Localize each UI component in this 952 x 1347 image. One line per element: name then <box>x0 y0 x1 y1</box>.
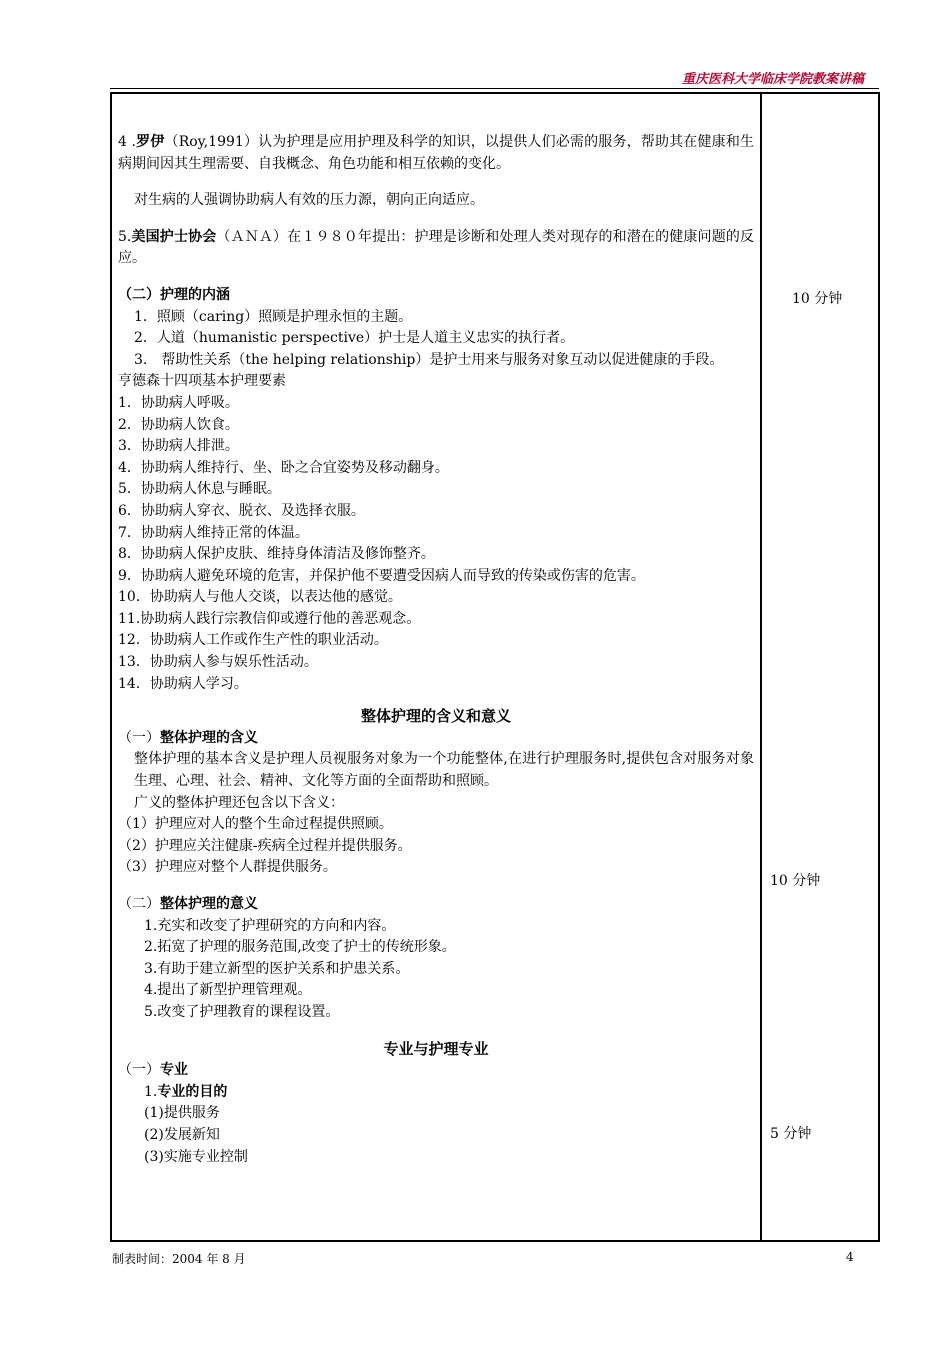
henderson-item: 8．协助病人保护皮肤、维持身体清洁及修饰整齐。 <box>118 546 435 563</box>
time-label: 10 分钟 <box>792 291 843 307</box>
purpose-item: (2)发展新知 <box>144 1126 220 1143</box>
roy-name: 罗伊 <box>135 134 165 150</box>
roy-definition: 4 .罗伊（Roy,1991）认为护理是应用护理及科学的知识，以提供人们必需的服务，帮助其在健康和生病期间因其生理需要、自我概念、角色功能和相互依赖的变化。 <box>118 134 754 172</box>
henderson-item: 13．协助病人参与娱乐性活动。 <box>118 654 318 671</box>
purpose-heading: 1.专业的目的 <box>144 1083 228 1100</box>
henderson-item: 1．协助病人呼吸。 <box>118 394 239 411</box>
holistic-significance-item: 2.拓宽了护理的服务范围,改变了护士的传统形象。 <box>144 939 456 956</box>
henderson-item: 9．协助病人避免环境的危害，并保护他不要遭受因病人而导致的传染或伤害的危害。 <box>118 567 645 584</box>
henderson-title: 亨德森十四项基本护理要素 <box>118 373 286 390</box>
holistic-broad: 广义的整体护理还包含以下含义： <box>134 794 344 811</box>
henderson-item: 3．协助病人排泄。 <box>118 438 239 455</box>
holistic-meaning-heading: （一）整体护理的含义 <box>118 729 258 746</box>
connotation-item: 2．人道（humanistic perspective）护士是人道主义忠实的执行者。 <box>134 330 575 347</box>
ana-definition: 5.美国护士协会（ＡＮＡ）在１９８０年提出：护理是诊断和处理人类对现存的和潜在的健康问题的反应。 <box>118 228 755 267</box>
page-number: 4 <box>846 1250 854 1264</box>
connotation-heading: （二）护理的内涵 <box>118 286 230 303</box>
ana-name: 美国护士协会 <box>131 228 217 245</box>
footer-date: 制表时间：2004 年 8 月 <box>112 1252 246 1266</box>
holistic-meaning-body: 整体护理的基本含义是护理人员视服务对象为一个功能整体,在进行护理服务时,提供包含对服务对象生理、心理、社会、精神、文化等方面的全面帮助和照顾。 <box>134 751 754 790</box>
connotation-item: 3. 帮助性关系（the helping relationship）是护士用来与服务对象互动以促进健康的手段。 <box>134 351 724 368</box>
roy-note: 对生病的人强调协助病人有效的压力源，朝向正向适应。 <box>134 192 484 209</box>
time-label: 5 分钟 <box>770 1126 812 1142</box>
henderson-item: 12．协助病人工作或作生产性的职业活动。 <box>118 632 388 649</box>
henderson-item: 6．协助病人穿衣、脱衣、及选择衣服。 <box>118 502 365 519</box>
purpose-item: (3)实施专业控制 <box>144 1148 248 1165</box>
profession-heading: 专业与护理专业 <box>383 1039 489 1058</box>
holistic-broad-item: （2）护理应关注健康-疾病全过程并提供服务。 <box>118 837 412 854</box>
header-rule <box>110 88 879 89</box>
holistic-broad-item: （3）护理应对整个人群提供服务。 <box>118 859 337 876</box>
purpose-item: (1)提供服务 <box>144 1105 220 1122</box>
henderson-item: 5．协助病人休息与睡眠。 <box>118 481 281 498</box>
connotation-item: 1．照顾（caring）照顾是护理永恒的主题。 <box>134 308 413 325</box>
profession-subheading: （一）专业 <box>118 1062 188 1079</box>
henderson-item: 2．协助病人饮食。 <box>118 416 239 433</box>
holistic-significance-heading: （二）整体护理的意义 <box>118 896 258 912</box>
holistic-significance-item: 4.提出了新型护理管理观。 <box>144 982 312 999</box>
henderson-item: 4．协助病人维持行、坐、卧之合宜姿势及移动翻身。 <box>118 459 449 476</box>
main-column <box>118 132 754 1168</box>
holistic-significance-item: 3.有助于建立新型的医护关系和护患关系。 <box>144 960 410 977</box>
column-divider <box>760 92 762 1242</box>
holistic-broad-item: （1）护理应对人的整个生命过程提供照顾。 <box>118 816 393 833</box>
holistic-significance-item: 5.改变了护理教育的课程设置。 <box>144 1003 340 1020</box>
henderson-item: 7．协助病人维持正常的体温。 <box>118 524 309 541</box>
holistic-heading: 整体护理的含义和意义 <box>360 707 511 726</box>
header-title: 重庆医科大学临床学院教案讲稿 <box>681 72 864 87</box>
henderson-item: 11.协助病人践行宗教信仰或遵行他的善恶观念。 <box>118 610 421 627</box>
holistic-significance-item: 1.充实和改变了护理研究的方向和内容。 <box>144 917 396 934</box>
henderson-item: 14．协助病人学习。 <box>118 675 248 692</box>
time-label: 10 分钟 <box>770 873 821 889</box>
henderson-item: 10．协助病人与他人交谈，以表达他的感觉。 <box>118 589 402 606</box>
